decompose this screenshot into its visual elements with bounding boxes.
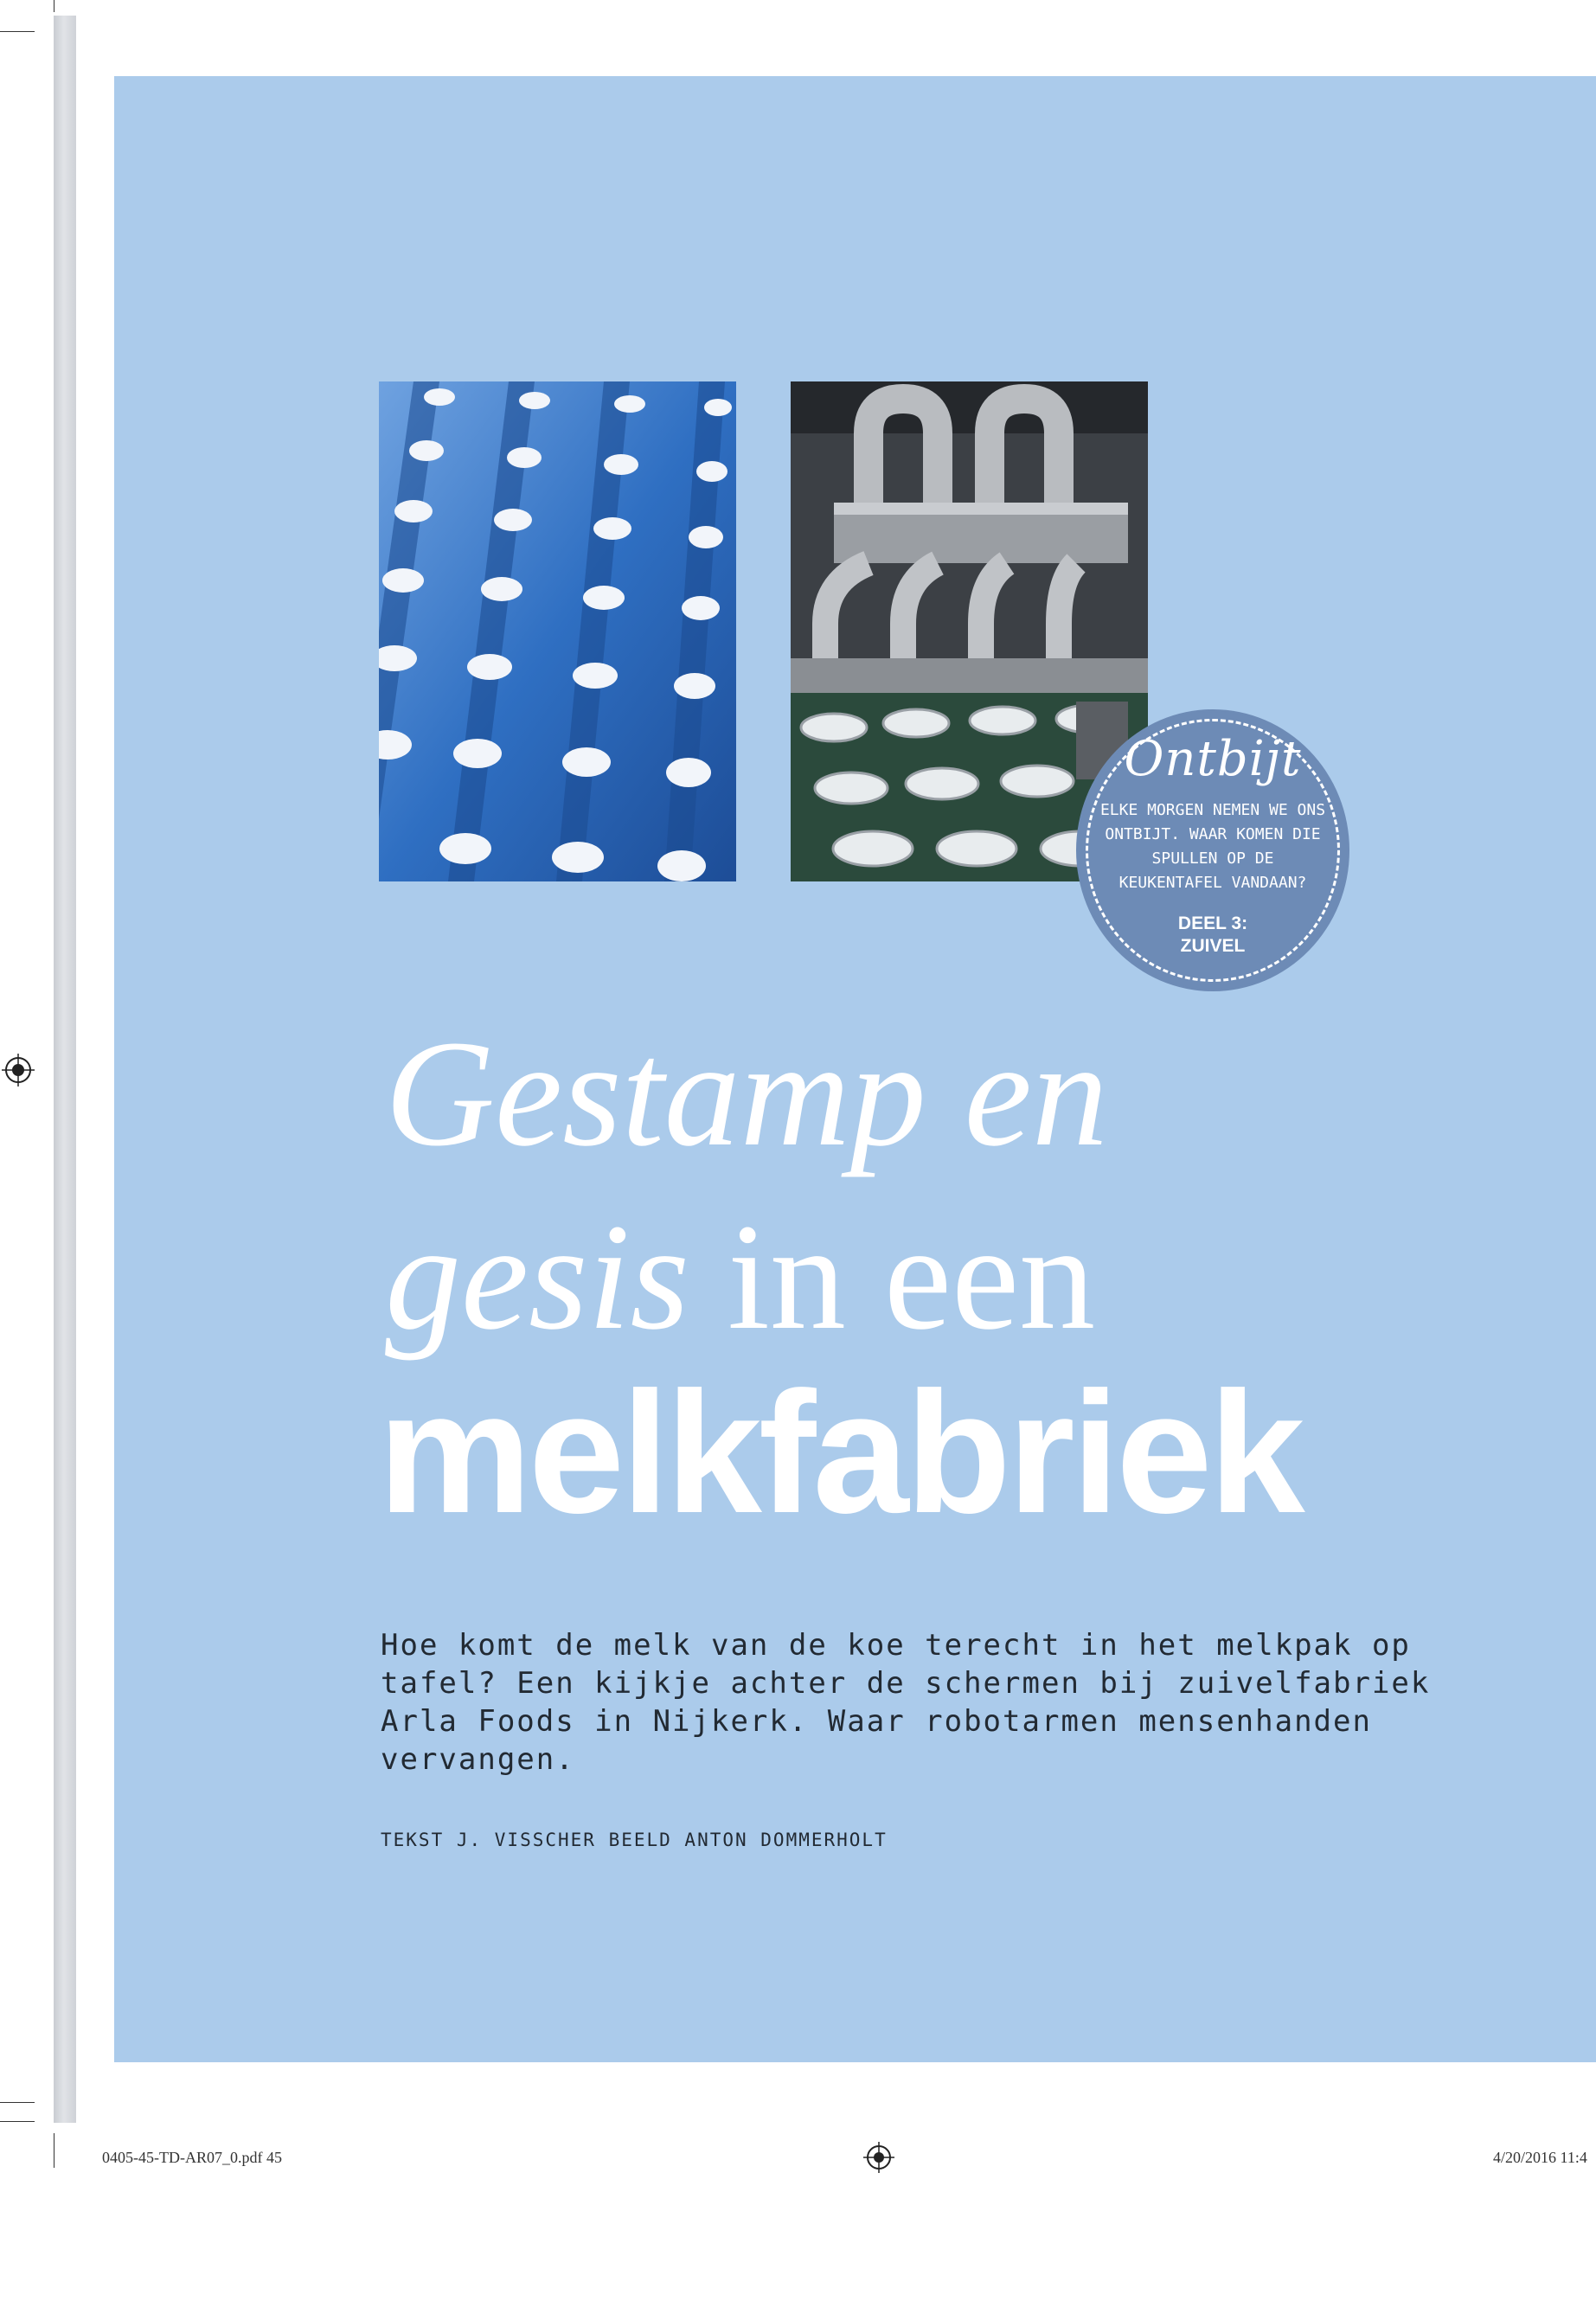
crop-mark [0,31,35,32]
headline-line-2-rest: in een [689,1193,1096,1362]
badge-part-topic: ZUIVEL [1180,936,1246,956]
footer-date: 4/20/2016 11:4 [1493,2149,1587,2166]
intro-paragraph: Hoe komt de melk van de koe terecht in het melkpak op tafel? Een kijkje achter de schermen bij zuivelfabriek Arla Foods in Nijkerk. Waar robotarmen mensenhanden vervangen. [381,1628,1431,1777]
badge-part [1079,913,1347,958]
badge-title: Ontbijt [1124,731,1302,787]
headline-line-3: melkfabriek [378,1356,1302,1549]
milk-cartons-photo [379,381,736,881]
article-credits: TEKST J. VISSCHER BEELD ANTON DOMMERHOLT [381,1830,888,1850]
headline-italic-word: gesis [385,1193,689,1362]
series-badge [1079,712,1347,989]
registration-mark-icon [2,1054,35,1086]
badge-text: ELKE MORGEN NEMEN WE ONS ONTBIJT. WAAR KOMEN DIE SPULLEN OP DE KEUKENTAFEL VANDAAN? [1099,801,1326,892]
registration-mark-icon [863,2142,894,2173]
headline-line-2 [385,1195,1095,1360]
headline-line-1: Gestamp en [385,1009,1108,1178]
page-edge-strip [54,16,76,2123]
crop-mark [0,2102,35,2103]
badge-part-number: DEEL 3: [1177,913,1248,933]
footer-file-name: 0405-45-TD-AR07_0.pdf 45 [102,2149,282,2166]
crop-mark [0,2121,35,2122]
